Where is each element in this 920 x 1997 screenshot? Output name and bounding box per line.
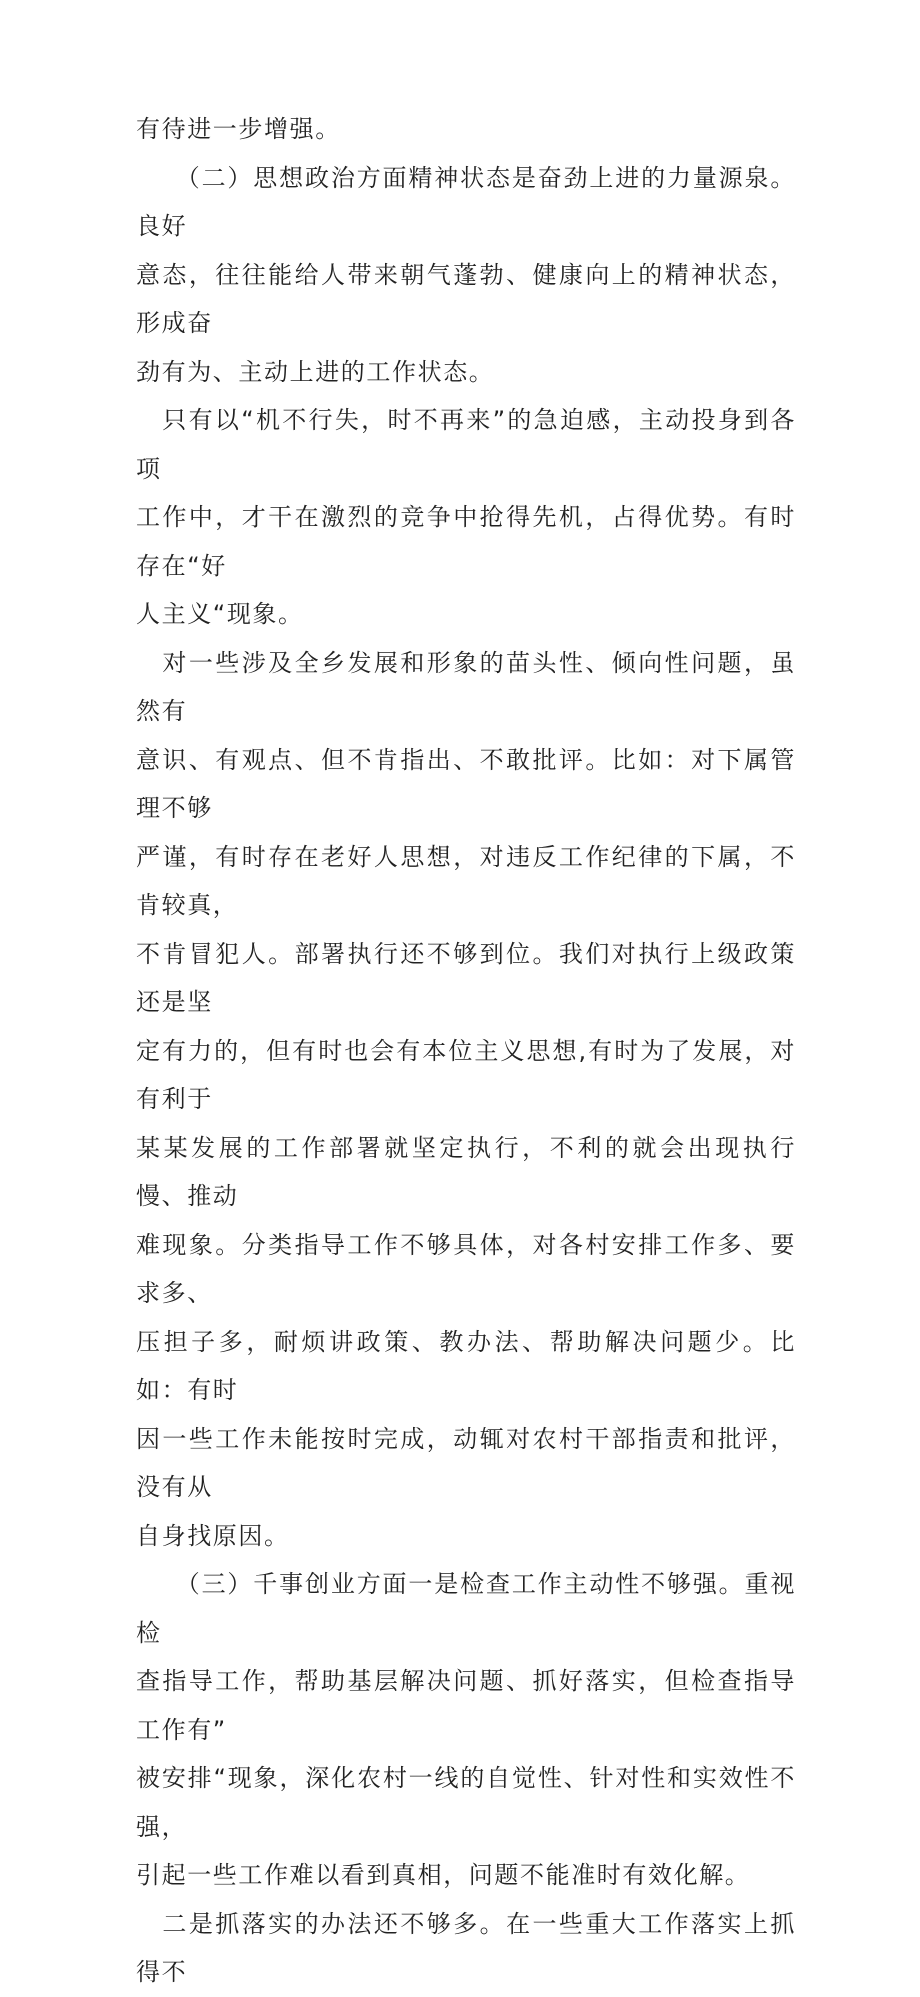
paragraph-2: （二）思想政治方面精神状态是奋劲上进的力量源泉。良好 意态，往往能给人带来朝气蓬勃、健康向上的精神状态，形成奋 劲有为、主动上进的工作状态。 bbox=[136, 163, 796, 386]
paragraph-3: 只有以“机不行失，时不再来”的急迫感，主动投身到各项 工作中，才干在激烈的竞争中抢得先机，占得优势。有时存在“好 人主义“现象。 bbox=[136, 406, 796, 628]
paragraph-5: （三）千事创业方面一是检查工作主动性不够强。重视检 查指导工作，帮助基层解决问题、抓好落实，但检查指导工作有” 被安排“现象，深化农村一线的自觉性、针对性和实效性不强， 引起一些工作难以看到真相，问题不能准时有效化解。 bbox=[136, 1570, 796, 1889]
paragraph-4: 对一些涉及全乡发展和形象的苗头性、倾向性问题，虽然有 意识、有观点、但不肯指出、不敢批评。比如：对下属管理不够 严谨，有时存在老好人思想，对违反工作纪律的下属，不肯较真， 不肯冒犯人。部署执行还不够到位。我们对执行上级政策还是坚 定有力的，但有时也会有本位主义思想,有时为了发展，对有利于 某某发展的工作部署就坚定执行，不利的就会出现执行慢、推动 难现象。分类指导工作不够具体，对各村安排工作多、要求多、 压担子多，耐烦讲政策、教办法、帮助解决问题少。比如：有时 因一些工作未能按时完成，动辄对农村干部指责和批评，没有从 自身找原因。 bbox=[136, 648, 796, 1550]
document-body bbox=[136, 105, 796, 1997]
paragraph-1: 有待进一步增强。 bbox=[136, 115, 341, 143]
paragraph-6: 二是抓落实的办法还不够多。在一些重大工作落实上抓得不 bbox=[136, 1909, 796, 1986]
